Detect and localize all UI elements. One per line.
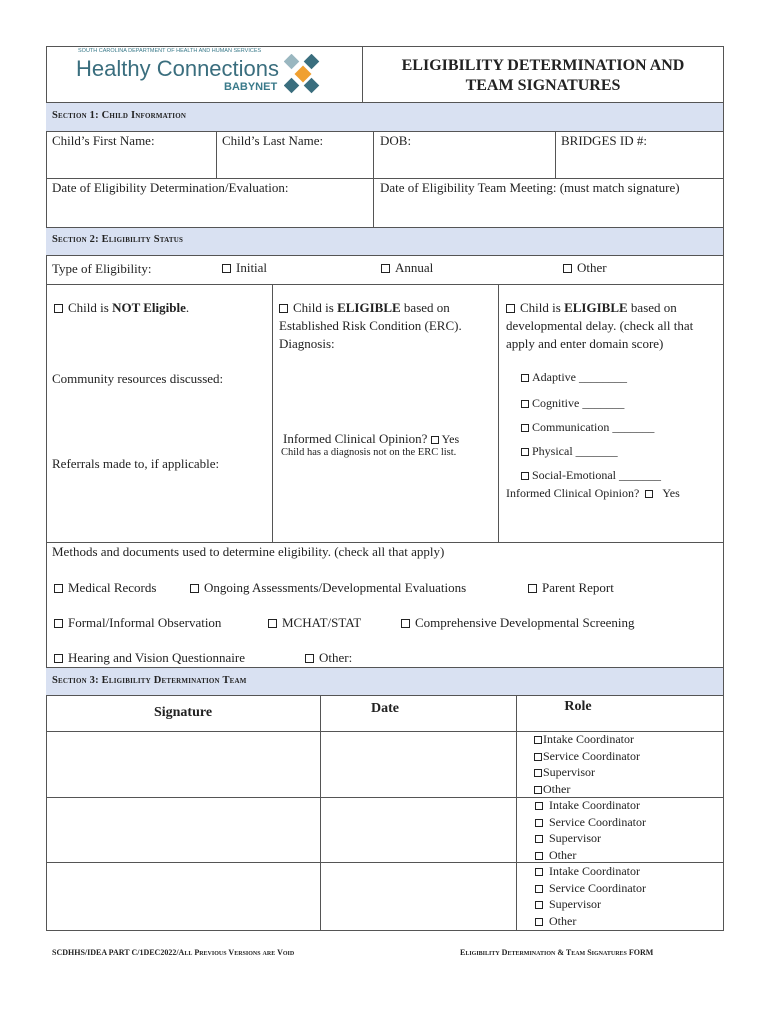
checkbox-icon[interactable] (268, 619, 277, 628)
domain-social-emotional[interactable]: Social-Emotional _______ (521, 468, 661, 483)
methods-label: Methods and documents used to determine eligibility. (check all that apply) (52, 544, 445, 559)
checkbox-icon[interactable] (401, 619, 410, 628)
logo-x-icon (284, 54, 322, 94)
checkbox-icon[interactable] (645, 490, 653, 498)
method-medical-records[interactable]: Medical Records (54, 580, 156, 596)
checkbox-icon[interactable] (535, 918, 543, 926)
dd-line2: developmental delay. (check all that (506, 318, 694, 333)
section2-title: Section 2: Eligibility Status (52, 234, 184, 245)
dob-label: DOB: (380, 133, 412, 148)
role-supervisor[interactable]: Supervisor (535, 896, 646, 913)
dd-ico-question[interactable]: Informed Clinical Opinion? Yes (506, 486, 680, 500)
type-other-option[interactable]: Other (563, 260, 607, 276)
logo-small-text: SOUTH CAROLINA DEPARTMENT OF HEALTH AND HUMAN SERVICES (78, 48, 262, 54)
footer-right: Eligibility Determination & Team Signatures FORM (460, 948, 654, 957)
checkbox-icon[interactable] (528, 584, 537, 593)
team-row (535, 797, 646, 863)
checkbox-icon[interactable] (506, 304, 515, 313)
checkbox-icon[interactable] (381, 264, 390, 273)
erc-line3: Diagnosis: (279, 336, 335, 351)
not-eligible-option[interactable]: Child is NOT Eligible. (54, 300, 189, 316)
role-other[interactable]: Other (534, 781, 640, 798)
role-service[interactable]: Service Coordinator (534, 748, 640, 765)
checkbox-icon[interactable] (534, 736, 542, 744)
role-service[interactable]: Service Coordinator (535, 814, 646, 831)
checkbox-icon[interactable] (431, 436, 439, 444)
bridges-id-label: BRIDGES ID #: (561, 133, 647, 148)
role-other[interactable]: Other (535, 913, 646, 930)
checkbox-icon[interactable] (54, 619, 63, 628)
logo-sub-text: BABYNET (224, 81, 278, 93)
form-title (363, 56, 723, 96)
method-observation[interactable]: Formal/Informal Observation (54, 615, 221, 631)
section1-title: Section 1: Child Information (52, 110, 187, 121)
type-eligibility-label: Type of Eligibility: (52, 261, 152, 276)
checkbox-icon[interactable] (190, 584, 199, 593)
domain-cognitive[interactable]: Cognitive _______ (521, 396, 624, 411)
checkbox-icon[interactable] (535, 819, 543, 827)
checkbox-icon[interactable] (279, 304, 288, 313)
eval-date-label: Date of Eligibility Determination/Evaluation: (52, 180, 289, 195)
erc-eligible-option[interactable]: Child is ELIGIBLE based on (279, 300, 450, 316)
team-row (535, 863, 646, 929)
col-date-header: Date (371, 701, 399, 716)
method-ongoing-assessments[interactable]: Ongoing Assessments/Developmental Evaluations (190, 580, 466, 596)
checkbox-icon[interactable] (222, 264, 231, 273)
col-role-header: Role (564, 699, 592, 714)
checkbox-icon[interactable] (54, 304, 63, 313)
checkbox-icon[interactable] (54, 584, 63, 593)
meeting-date-label: Date of Eligibility Team Meeting: (must match signature) (380, 180, 680, 195)
checkbox-icon[interactable] (534, 786, 542, 794)
domain-adaptive[interactable]: Adaptive ________ (521, 370, 627, 385)
checkbox-icon[interactable] (54, 654, 63, 663)
checkbox-icon[interactable] (535, 868, 543, 876)
checkbox-icon[interactable] (563, 264, 572, 273)
checkbox-icon[interactable] (534, 753, 542, 761)
logo (70, 48, 340, 100)
checkbox-icon[interactable] (521, 400, 529, 408)
form-title-line1: ELIGIBILITY DETERMINATION AND (401, 57, 685, 74)
checkbox-icon[interactable] (521, 472, 529, 480)
role-other[interactable]: Other (535, 847, 646, 864)
community-resources-label: Community resources discussed: (52, 371, 224, 386)
method-comprehensive-screening[interactable]: Comprehensive Developmental Screening (401, 615, 635, 631)
first-name-label: Child’s First Name: (52, 133, 155, 148)
erc-ico-question[interactable]: Informed Clinical Opinion? Yes (283, 431, 460, 446)
col-signature-header: Signature (153, 705, 213, 720)
role-intake[interactable]: Intake Coordinator (535, 797, 646, 814)
checkbox-icon[interactable] (521, 448, 529, 456)
checkbox-icon[interactable] (305, 654, 314, 663)
method-parent-report[interactable]: Parent Report (528, 580, 614, 596)
method-other[interactable]: Other: (305, 650, 352, 666)
role-intake[interactable]: Intake Coordinator (534, 731, 640, 748)
role-supervisor[interactable]: Supervisor (535, 830, 646, 847)
method-mchat-stat[interactable]: MCHAT/STAT (268, 615, 361, 631)
role-service[interactable]: Service Coordinator (535, 880, 646, 897)
checkbox-icon[interactable] (521, 374, 529, 382)
checkbox-icon[interactable] (535, 852, 543, 860)
team-row (534, 731, 640, 797)
type-initial-option[interactable]: Initial (222, 260, 267, 276)
form-title-line2: TEAM SIGNATURES (465, 77, 621, 94)
domain-physical[interactable]: Physical _______ (521, 444, 618, 459)
type-annual-option[interactable]: Annual (381, 260, 433, 276)
erc-line2: Established Risk Condition (ERC). (279, 318, 462, 333)
referrals-label: Referrals made to, if applicable: (52, 456, 220, 471)
last-name-label: Child’s Last Name: (222, 133, 324, 148)
method-hearing-vision[interactable]: Hearing and Vision Questionnaire (54, 650, 245, 666)
dd-eligible-option[interactable]: Child is ELIGIBLE based on (506, 300, 677, 316)
checkbox-icon[interactable] (535, 802, 543, 810)
role-intake[interactable]: Intake Coordinator (535, 863, 646, 880)
role-supervisor[interactable]: Supervisor (534, 764, 640, 781)
logo-main-text: Healthy Connections (76, 56, 280, 81)
erc-note: Child has a diagnosis not on the ERC list. (281, 447, 457, 458)
checkbox-icon[interactable] (535, 885, 543, 893)
checkbox-icon[interactable] (535, 835, 543, 843)
dd-line3: apply and enter domain score) (506, 336, 664, 351)
domain-communication[interactable]: Communication _______ (521, 420, 654, 435)
footer-left: SCDHHS/IDEA PART C/1DEC2022/All Previous Versions are Void (52, 948, 295, 957)
checkbox-icon[interactable] (521, 424, 529, 432)
checkbox-icon[interactable] (535, 901, 543, 909)
checkbox-icon[interactable] (534, 769, 542, 777)
section3-title: Section 3: Eligibility Determination Team (52, 675, 247, 686)
